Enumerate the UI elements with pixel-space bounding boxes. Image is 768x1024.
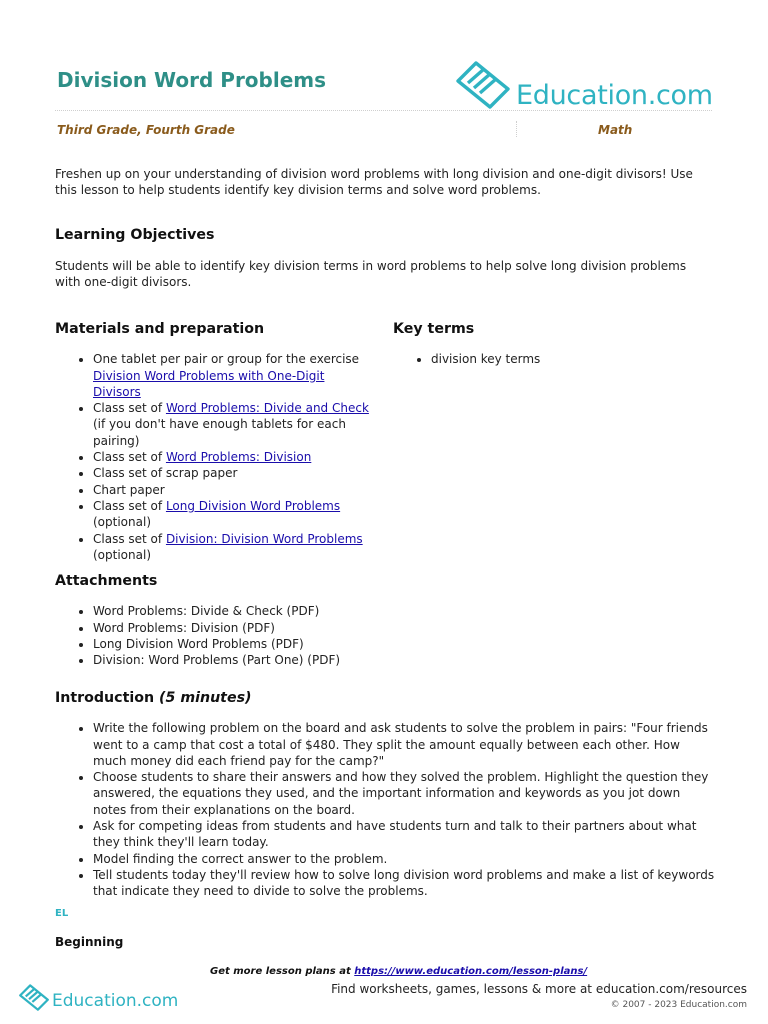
- education-logo-icon: [454, 59, 512, 109]
- attachments-list: [55, 603, 715, 668]
- materials-link-one-digit-divisors[interactable]: Division Word Problems with One-Digit Divisors: [93, 368, 325, 399]
- introduction-list: [55, 720, 715, 899]
- meta-divider: [516, 121, 517, 137]
- introduction-duration: (5 minutes): [159, 690, 252, 706]
- attachments-section: [55, 573, 715, 668]
- header-divider: [55, 110, 712, 111]
- logo-text: Education.com: [516, 80, 713, 111]
- beginning-label: Beginning: [55, 935, 124, 949]
- grade-level: Third Grade, Fourth Grade: [57, 123, 235, 137]
- list-item: • Class set of scrap paper: [93, 465, 375, 481]
- materials-list: [55, 351, 375, 563]
- attachment-item[interactable]: • Word Problems: Divide & Check (PDF): [93, 603, 715, 619]
- list-item: • Chart paper: [93, 482, 375, 498]
- attachment-item[interactable]: • Division: Word Problems (Part One) (PDF): [93, 652, 715, 668]
- attachment-item[interactable]: • Long Division Word Problems (PDF): [93, 636, 715, 652]
- footer-find-resources: Find worksheets, games, lessons & more at education.com/resources: [331, 982, 747, 996]
- materials-link-word-problems-division[interactable]: Word Problems: Division: [165, 450, 312, 465]
- objectives-body: [55, 258, 715, 291]
- materials-link-division-word-problems[interactable]: Division: Division Word Problems: [165, 531, 363, 546]
- subject: Math: [598, 123, 633, 137]
- materials-link-long-division[interactable]: Long Division Word Problems: [165, 498, 341, 513]
- materials-section: [55, 321, 375, 563]
- list-item: • Class set of Word Problems: Division: [93, 449, 375, 465]
- list-item: • Model finding the correct answer to the problem.: [93, 851, 715, 867]
- list-item: • Choose students to share their answers and how they solved the problem. Highlight the question they answered, the equations they used, and the important information and keywords as you jot down notes from their explanations on the board.: [93, 769, 715, 818]
- footer-logo-icon: [18, 983, 50, 1011]
- footer-more-lessons: Get more lesson plans at https://www.education.com/lesson-plans/: [210, 966, 588, 977]
- lesson-plans-link[interactable]: https://www.education.com/lesson-plans/: [354, 966, 588, 977]
- introduction-section: [55, 690, 715, 900]
- list-item: • One tablet per pair or group for the exercise Division Word Problems with One-Digit Divisors: [93, 351, 375, 400]
- list-item: • Class set of Word Problems: Divide and Check (if you don't have enough tablets for each pairing): [93, 400, 375, 449]
- intro-text: Freshen up on your understanding of division word problems with long division and one-digit divisors! Use this lesson to help students identify key division terms and solve word problems.: [55, 167, 693, 198]
- el-label: EL: [55, 908, 69, 919]
- attachments-heading: Attachments: [55, 573, 158, 589]
- intro-paragraph: [55, 166, 715, 199]
- list-item: • Ask for competing ideas from students and have students turn and talk to their partners about what they think they'll learn today.: [93, 818, 715, 851]
- objectives-heading: Learning Objectives: [55, 227, 215, 243]
- footer-logo-text: Education.com: [52, 991, 179, 1011]
- materials-link-divide-and-check[interactable]: Word Problems: Divide and Check: [165, 401, 369, 416]
- list-item: • Write the following problem on the board and ask students to solve the problem in pairs: "Four friends went to a camp that cost a total of $480. They split the amount equally between each other. How much money did each friend pay for the camp?": [93, 720, 715, 769]
- list-item: • Tell students today they'll review how to solve long division word problems and make a list of keywords that indicate they need to divide to solve the problems.: [93, 867, 715, 900]
- footer-logo[interactable]: [18, 983, 178, 1011]
- footer-copyright: © 2007 - 2023 Education.com: [610, 1000, 747, 1010]
- education-logo[interactable]: [454, 56, 713, 111]
- materials-heading: Materials and preparation: [55, 321, 265, 337]
- key-terms-list: [393, 351, 713, 367]
- list-item: • Class set of Division: Division Word Problems (optional): [93, 531, 375, 564]
- key-terms-heading: Key terms: [393, 321, 475, 337]
- list-item: • Class set of Long Division Word Problems (optional): [93, 498, 375, 531]
- list-item: • division key terms: [431, 351, 713, 367]
- objectives-section: [55, 227, 715, 243]
- introduction-heading: Introduction (5 minutes): [55, 690, 252, 706]
- attachment-item[interactable]: • Word Problems: Division (PDF): [93, 620, 715, 636]
- key-terms-section: [393, 321, 713, 368]
- page-title: Division Word Problems: [57, 68, 327, 92]
- objectives-text: Students will be able to identify key division terms in word problems to help solve long division problems with one-digit divisors.: [55, 259, 687, 290]
